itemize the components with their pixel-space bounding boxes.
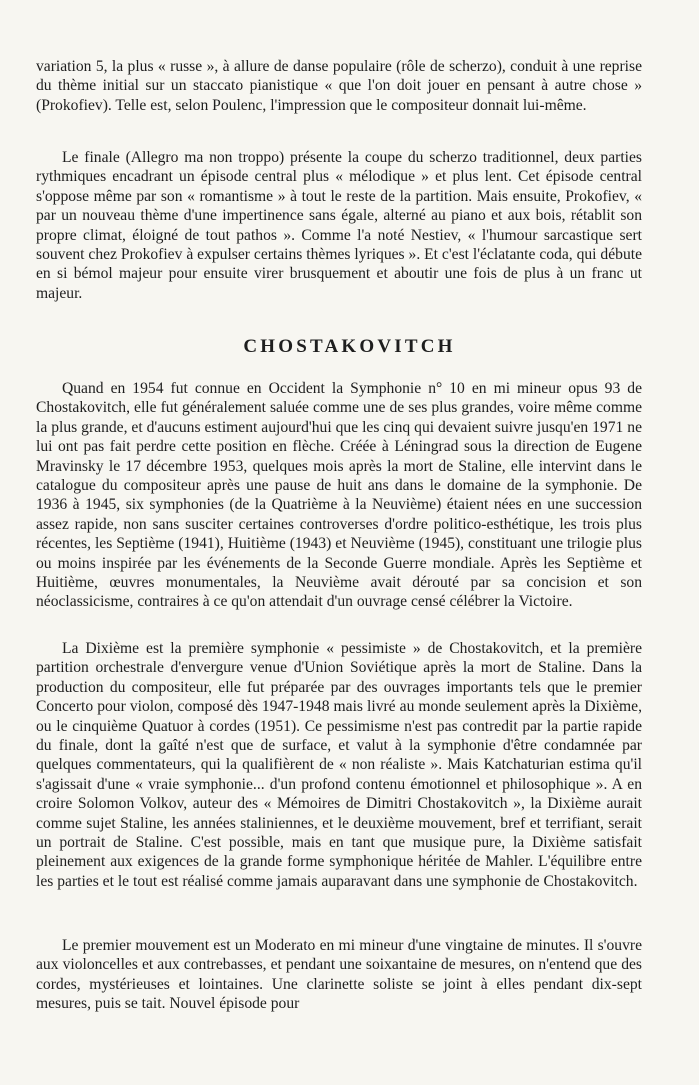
paragraph-chostakovitch-3: Le premier mouvement est un Moderato en mi mineur d'une vingtaine de minutes. Il s'ouvre aux violoncelles et aux contrebasses, et pendant une soixantaine de mesures, on n'entend que des cordes, mystérieuses et lointaines. Une clarinette soliste se joint à elles pendant dix-sept mesures, puis se tait. Nouvel épisode pour xyxy=(36,937,642,1013)
finale-paragraph: Le finale (Allegro ma non troppo) présente la coupe du scherzo traditionnel, deux parties rythmiques encadrant un épisode central plus « mélodique » et plus lent. Cet épisode central s'oppose même par son « romantisme » à tout le reste de la partition. Mais ensuite, Prokofiev, « par un nouveau thème d'une impertinence sans égale, alterné au piano et aux bois, rétablit son propre climat, éloigné de tout pathos ». Comme l'a noté Nestiev, « l'humour sarcastique sert souvent chez Prokofiev à expulser certains thèmes lyriques ». Et c'est l'éclatante coda, qui débute en si bémol majeur pour ensuite virer brusquement et aboutir une fois de plus à un franc ut majeur. xyxy=(36,149,642,302)
paragraph-chostakovitch-1: Quand en 1954 fut connue en Occident la Symphonie n° 10 en mi mineur opus 93 de Chostakovitch, elle fut généralement saluée comme une de ses plus grandes, voire même comme la plus grande, et d'aucuns estiment aujourd'hui que les cinq qui devaient suivre jusqu'en 1971 ne lui ont pas fait perdre cette position en flèche. Créée à Léningrad sous la direction de Eugene Mravinsky le 17 décembre 1953, quelques mois après la mort de Staline, elle intervint dans le catalogue du compositeur après une pause de huit ans dans le domaine de la symphonie. De 1936 à 1945, six symphonies (de la Quatrième à la Neuvième) étaient nées en une succession assez rapide, non sans susciter certaines controverses d'ordre politico-esthétique, les trois plus récentes, les Septième (1941), Huitième (1943) et Neuvième (1945), constituant une trilogie plus ou moins inspirée par les événements de la Seconde Guerre mondiale. Après les Septième et Huitième, œuvres monumentales, la Neuvième avait dérouté par sa concision et son néoclassicisme, contraires à ce qu'on attendait d'un ouvrage censé célébrer la Victoire. xyxy=(36,380,642,611)
section-heading: CHOSTAKOVITCH xyxy=(243,336,456,357)
intro-paragraph: variation 5, la plus « russe », à allure de danse populaire (rôle de scherzo), conduit à une reprise du thème initial sur un staccato pianistique « que l'on doit jouer en pensant à autre chose » (Prokofiev). Telle est, selon Poulenc, l'impression que le compositeur donnait lui-même. xyxy=(36,58,642,114)
paragraph-chostakovitch-2: La Dixième est la première symphonie « pessimiste » de Chostakovitch, et la première partition orchestrale d'envergure venue d'Union Soviétique après la mort de Staline. Dans la production du compositeur, elle fut préparée par des ouvrages importants tels que le premier Concerto pour violon, composé dès 1947-1948 mais livré au monde seulement après la Dixième, ou le cinquième Quatuor à cordes (1951). Ce pessimisme n'est pas contredit par la partie rapide du finale, dont la gaîté n'est que de surface, et valut à la symphonie d'être condamnée par quelques commentateurs, qui la qualifièrent de « non réaliste ». Mais Katchaturian estima qu'il s'agissait d'une « vraie symphonie... d'un profond contenu émotionnel et philosophique ». A en croire Solomon Volkov, auteur des « Mémoires de Dimitri Chostakovitch », la Dixième aurait comme sujet Staline, les années staliniennes, et le deuxième mouvement, bref et terrifiant, serait un portrait de Staline. C'est possible, mais en tant que musique pure, la Dixième satisfait pleinement aux exigences de la grande forme symphonique héritée de Mahler. L'équilibre entre les parties et le tout est réalisé comme jamais auparavant dans une symphonie de Chostakovitch. xyxy=(36,640,642,890)
